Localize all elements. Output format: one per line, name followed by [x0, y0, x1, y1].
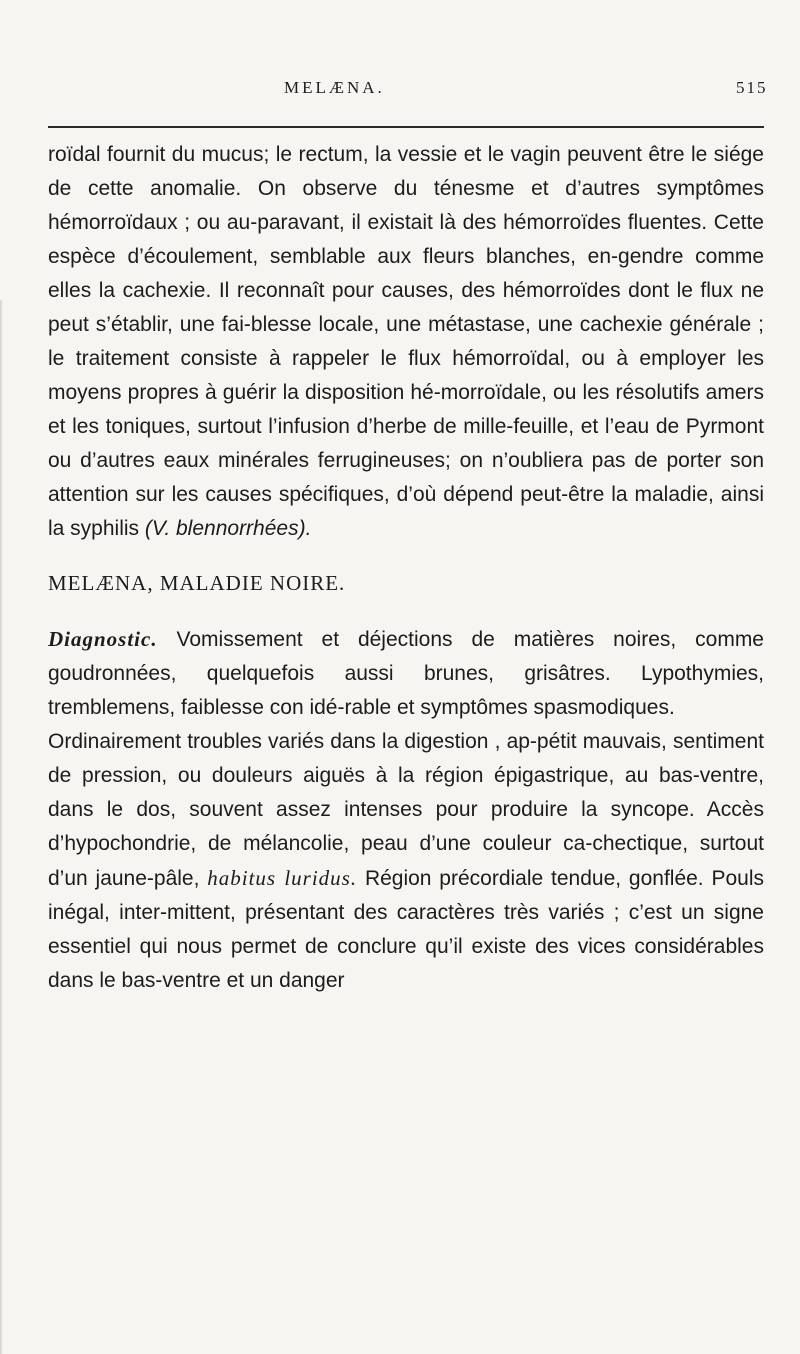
page-edge-shadow — [0, 300, 3, 1354]
paragraph-text: Ordinairement troubles variés dans la digestion , ap-pétit mauvais, sentiment de pression, ou douleurs aiguës à la région épigastrique, au bas-ventre, dans le dos, souvent assez intenses pour produire la syncope. Accès d’hypochondrie, de mélancolie, peau d’une couleur ca-chectique, surtout d’un jaune-pâle, — [48, 730, 764, 890]
cross-reference: (V. blennorrhées). — [144, 517, 312, 540]
page-number: 515 — [736, 78, 768, 97]
diagnostic-paragraph — [48, 622, 764, 725]
latin-term: habitus luridus. — [207, 866, 358, 890]
running-head: MELÆNA. — [284, 78, 385, 97]
paragraph-text: roïdal fournit du mucus; le rectum, la vessie et le vagin peuvent être le siége de cette anomalie. On observe du ténesme et d’autres symptômes hémorroïdaux ; ou au-paravant, il existait là des hémorroïdes fluentes. Cette espèce d’écoulement, semblable aux fleurs blanches, en-gendre comme elles la cachexie. Il reconnaît pour causes, des hémorroïdes dont le flux ne peut s’établir, une fai-blesse locale, une métastase, une cachexie générale ; le traitement consiste à rappeler le flux hémorroïdal, ou à employer les moyens propres à guérir la disposition hé-morroïdale, ou les résolutifs amers et les toniques, surtout l’infusion d’herbe de mille-feuille, et l’eau de Pyrmont ou d’autres eaux minérales ferrugineuses; on n’oubliera pas de porter son attention sur les causes spécifiques, d’où dépend peut-être la maladie, ainsi la syphilis — [48, 143, 764, 540]
page-body — [48, 138, 764, 998]
header-rule — [48, 126, 764, 128]
diagnostic-label: Diagnostic. — [48, 627, 158, 651]
paragraph-text: Vomissement et déjections de matières noires, comme goudronnées, quelquefois aussi brunes, grisâtres. Lypothymies, tremblemens, faiblesse con idé-rable et symptômes spasmodiques. — [48, 628, 764, 719]
paragraph-continuation — [48, 138, 764, 546]
section-title: MELÆNA, MALADIE NOIRE. — [48, 571, 346, 595]
symptoms-paragraph — [48, 725, 764, 998]
paragraph-text: Région précordiale tendue, gonflée. Pouls inégal, inter-mittent, présentant des caractères très variés ; c’est un signe essentiel qui nous permet de conclure qu’il existe des vices considérables dans le bas-ventre et un danger — [48, 867, 764, 992]
